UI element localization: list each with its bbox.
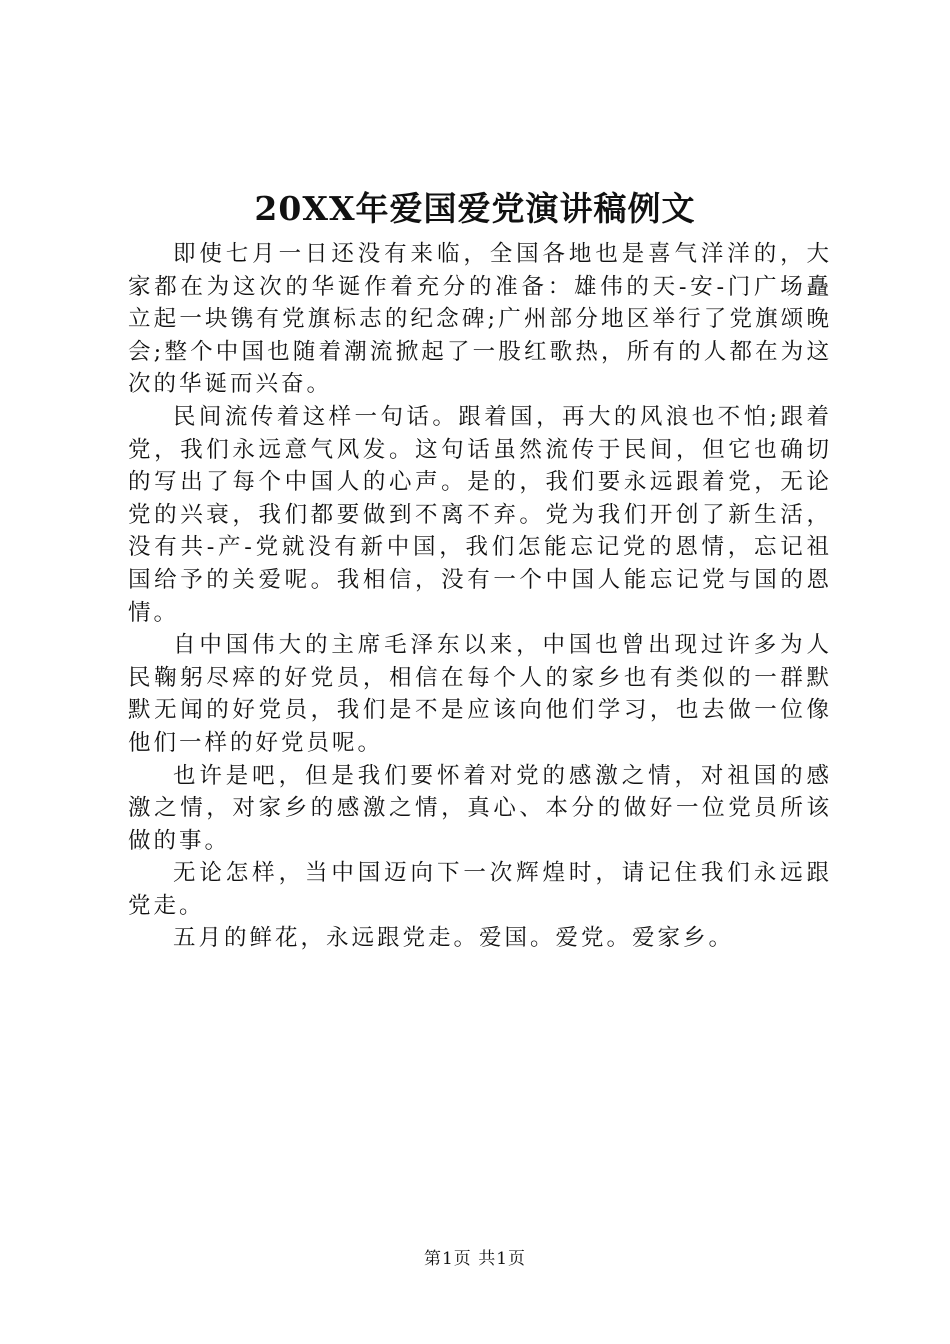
document-title: 20XX年爱国爱党演讲稿例文: [254, 189, 696, 228]
paragraph: 自中国伟大的主席毛泽东以来，中国也曾出现过许多为人民鞠躬尽瘁的好党员，相信在每个人的家乡也有类似的一群默默无闻的好党员，我们是不是应该向他们学习，也去做一位像他们一样的好党员呢。: [128, 632, 832, 756]
paragraph: 也许是吧，但是我们要怀着对党的感激之情，对祖国的感激之情，对家乡的感激之情，真心、本分的做好一位党员所该做的事。: [128, 762, 832, 854]
paragraph: 无论怎样，当中国迈向下一次辉煌时，请记住我们永远跟党走。: [128, 860, 832, 919]
paragraph: 五月的鲜花，永远跟党走。爱国。爱党。爱家乡。: [173, 925, 735, 952]
paragraph: 即使七月一日还没有来临，全国各地也是喜气洋洋的，大家都在为这次的华诞作着充分的准备：雄伟的天-安-门广场矗立起一块镌有党旗标志的纪念碑;广州部分地区举行了党旗颂晚会;整个中国也随着潮流掀起了一股红歌热，所有的人都在为这次的华诞而兴奋。: [128, 241, 832, 398]
page-footer: 第1页 共1页: [423, 1249, 527, 1269]
document-body: [128, 238, 832, 955]
paragraph: 民间流传着这样一句话。跟着国，再大的风浪也不怕;跟着党，我们永远意气风发。这句话虽然流传于民间，但它也确切的写出了每个中国人的心声。是的，我们要永远跟着党，无论党的兴衰，我们都要做到不离不弃。党为我们开创了新生活，没有共-产-党就没有新中国，我们怎能忘记党的恩情，忘记祖国给予的关爱呢。我相信，没有一个中国人能忘记党与国的恩情。: [128, 403, 832, 626]
